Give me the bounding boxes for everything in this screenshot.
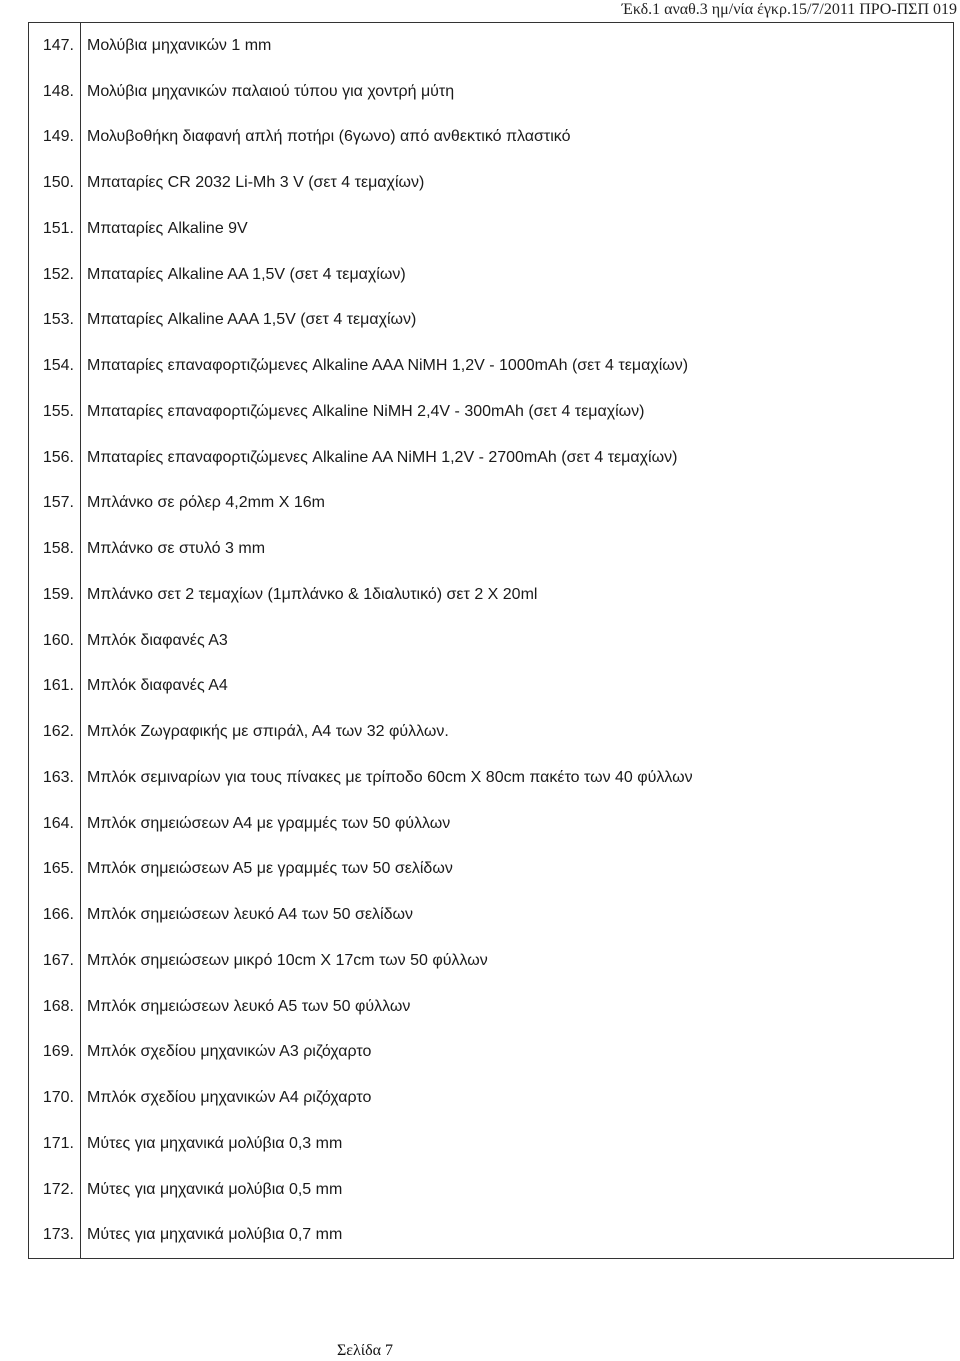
table-row [29,618,954,664]
item-number: 147. [29,23,81,69]
item-number: 155. [29,389,81,435]
item-description: Μπλόκ σημειώσεων λευκό Α5 των 50 φύλλων [81,984,954,1030]
item-number: 154. [29,343,81,389]
table-row [29,938,954,984]
item-description: Μολυβοθήκη διαφανή απλή ποτήρι (6γωνο) από ανθεκτικό πλαστικό [81,115,954,161]
item-number: 163. [29,755,81,801]
document-reference: Έκδ.1 αναθ.3 ημ/νία έγκρ.15/7/2011 ΠΡΟ-ΠΣΠ 019 [621,1,957,18]
item-number: 160. [29,618,81,664]
item-description: Μπαταρίες Alkaline 9V [81,206,954,252]
table-row [29,664,954,710]
items-table [28,22,954,1259]
item-description: Μολύβια μηχανικών 1 mm [81,23,954,69]
item-number: 153. [29,298,81,344]
item-description: Μύτες για μηχανικά μολύβια 0,7 mm [81,1213,954,1259]
item-number: 169. [29,1030,81,1076]
item-description: Μπλόκ σημειώσεων μικρό 10cm X 17cm των 50 φύλλων [81,938,954,984]
table-row [29,1213,954,1259]
item-number: 172. [29,1167,81,1213]
table-row [29,847,954,893]
table-row [29,481,954,527]
item-description: Μπαταρίες επαναφορτιζώμενες Alkaline AA NiMH 1,2V - 2700mAh (σετ 4 τεμαχίων) [81,435,954,481]
table-row [29,984,954,1030]
item-description: Μπλάνκο σετ 2 τεμαχίων (1μπλάνκο & 1διαλυτικό) σετ 2 X 20ml [81,572,954,618]
item-number: 168. [29,984,81,1030]
table-row [29,343,954,389]
item-number: 173. [29,1213,81,1259]
table-row [29,206,954,252]
item-number: 171. [29,1121,81,1167]
item-number: 156. [29,435,81,481]
table-row [29,1167,954,1213]
item-description: Μπαταρίες επαναφορτιζώμενες Alkaline NiMH 2,4V - 300mAh (σετ 4 τεμαχίων) [81,389,954,435]
table-row [29,1121,954,1167]
table-row [29,755,954,801]
table-row [29,1030,954,1076]
item-number: 164. [29,801,81,847]
item-description: Μπλάνκο σε στυλό 3 mm [81,526,954,572]
table-row [29,252,954,298]
item-description: Μπαταρίες επαναφορτιζώμενες Alkaline AAA NiMH 1,2V - 1000mAh (σετ 4 τεμαχίων) [81,343,954,389]
item-description: Μπλόκ Ζωγραφικής με σπιράλ, Α4 των 32 φύλλων. [81,709,954,755]
table-row [29,572,954,618]
item-number: 159. [29,572,81,618]
table-row [29,160,954,206]
page-number: Σελίδα 7 [336,1342,393,1359]
item-description: Μπλόκ σχεδίου μηχανικών Α3 ριζόχαρτο [81,1030,954,1076]
item-description: Μπλόκ διαφανές Α4 [81,664,954,710]
item-description: Μπλόκ σεμιναρίων για τους πίνακες με τρίποδο 60cm X 80cm πακέτο των 40 φύλλων [81,755,954,801]
item-number: 150. [29,160,81,206]
items-table-body [29,23,954,1259]
item-description: Μολύβια μηχανικών παλαιού τύπου για χοντρή μύτη [81,69,954,115]
item-description: Μπλόκ διαφανές Α3 [81,618,954,664]
item-description: Μπλόκ σημειώσεων λευκό Α4 των 50 σελίδων [81,892,954,938]
item-number: 165. [29,847,81,893]
item-number: 152. [29,252,81,298]
table-row [29,115,954,161]
item-number: 161. [29,664,81,710]
table-row [29,526,954,572]
item-number: 162. [29,709,81,755]
table-row [29,69,954,115]
item-number: 158. [29,526,81,572]
table-row [29,298,954,344]
table-row [29,435,954,481]
table-row [29,709,954,755]
item-number: 170. [29,1075,81,1121]
item-description: Μπλάνκο σε ρόλερ 4,2mm X 16m [81,481,954,527]
item-description: Μπαταρίες Alkaline AAA 1,5V (σετ 4 τεμαχίων) [81,298,954,344]
item-number: 151. [29,206,81,252]
table-row [29,389,954,435]
table-row [29,23,954,69]
table-row [29,892,954,938]
item-description: Μπλόκ σχεδίου μηχανικών Α4 ριζόχαρτο [81,1075,954,1121]
item-number: 149. [29,115,81,161]
table-row [29,801,954,847]
item-description: Μπλόκ σημειώσεων Α4 με γραμμές των 50 φύλλων [81,801,954,847]
item-number: 148. [29,69,81,115]
item-number: 167. [29,938,81,984]
item-description: Μπλόκ σημειώσεων Α5 με γραμμές των 50 σελίδων [81,847,954,893]
item-description: Μπαταρίες Alkaline AA 1,5V (σετ 4 τεμαχίων) [81,252,954,298]
item-description: Μύτες για μηχανικά μολύβια 0,3 mm [81,1121,954,1167]
item-description: Μύτες για μηχανικά μολύβια 0,5 mm [81,1167,954,1213]
item-number: 157. [29,481,81,527]
table-row [29,1075,954,1121]
item-number: 166. [29,892,81,938]
item-description: Μπαταρίες CR 2032 Li-Mh 3 V (σετ 4 τεμαχίων) [81,160,954,206]
